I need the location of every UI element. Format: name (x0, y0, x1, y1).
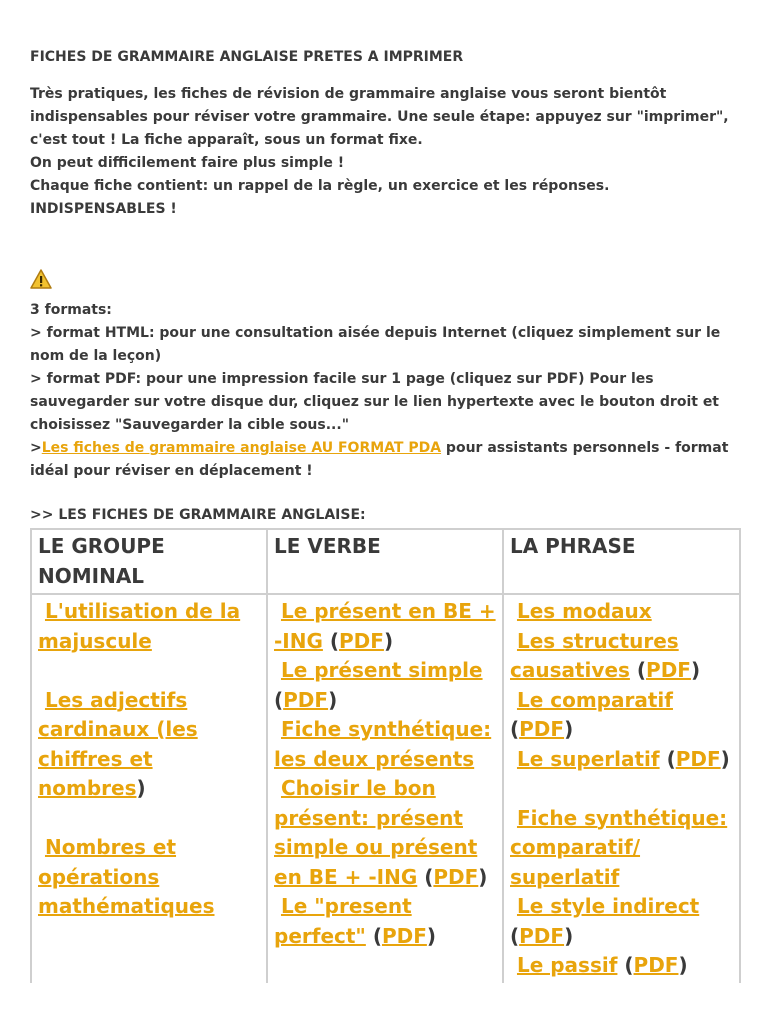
link-present-perfect[interactable]: Le "present perfect" (274, 894, 412, 948)
list-item: Les adjectifs cardinaux (les chiffres et nombres) (38, 687, 198, 800)
list-item: Le "present perfect" (PDF) (274, 894, 437, 948)
list-item (38, 597, 260, 656)
pda-link[interactable]: Les fiches de grammaire anglaise AU FORMAT PDA (41, 440, 442, 456)
link-superlatif[interactable]: Le superlatif (516, 746, 660, 771)
intro-line: INDISPENSABLES ! (30, 201, 177, 217)
header-groupe-nominal: LE GROUPE NOMINAL (31, 529, 267, 594)
intro-line: On peut difficilement faire plus simple ! (30, 155, 345, 171)
formats-heading: 3 formats: (30, 302, 112, 318)
list-item (510, 597, 733, 627)
intro-block (30, 83, 742, 221)
formats-block (30, 299, 742, 483)
link-modaux[interactable]: Les modaux (516, 599, 652, 623)
link-deux-presents[interactable]: Fiche synthétique: les deux présents (274, 717, 492, 771)
link-present-be-ing[interactable]: Le présent en BE + -ING (274, 599, 496, 653)
list-item: Le présent en BE + -ING (PDF) (274, 599, 496, 653)
column-verbe (267, 594, 503, 983)
intro-line: Chaque fiche contient: un rappel de la règle, un exercice et les réponses. (30, 178, 610, 194)
column-phrase (503, 594, 740, 983)
page-title: FICHES DE GRAMMAIRE ANGLAISE PRETES A IMPRIMER (30, 49, 464, 65)
table-body-row (31, 594, 740, 983)
list-item (38, 833, 260, 922)
page-content (30, 46, 742, 983)
link-structures-causatives[interactable]: Les structures causatives (510, 628, 679, 682)
header-phrase: LA PHRASE (503, 529, 740, 594)
list-item: Choisir le bon présent: présent simple ou présent en BE + -ING (PDF) (274, 776, 488, 889)
list-item: Le comparatif (PDF) (510, 687, 673, 741)
warning-icon (30, 269, 742, 295)
link-comparatif-superlatif[interactable]: Fiche synthétique: comparatif/ superlatif (510, 805, 728, 889)
pdf-link[interactable]: PDF (675, 746, 721, 771)
format-pda-line (30, 437, 742, 483)
header-verbe: LE VERBE (267, 529, 503, 594)
link-adjectifs-cardinaux[interactable]: Les adjectifs cardinaux (les chiffres et nombres (38, 687, 198, 800)
link-choisir-present[interactable]: Choisir le bon présent: présent simple ou présent en BE + -ING (274, 776, 478, 889)
format-html-line: > format HTML: pour une consultation aisée depuis Internet (cliquez simplement sur le nom de la leçon) (30, 325, 721, 364)
pdf-link[interactable]: PDF (283, 687, 329, 712)
link-majuscule[interactable]: L'utilisation de la majuscule (38, 599, 241, 653)
list-item (274, 715, 496, 774)
pdf-link[interactable]: PDF (381, 923, 427, 948)
link-passif[interactable]: Le passif (516, 953, 618, 977)
link-nombres-operations[interactable]: Nombres et opérations mathématiques (38, 835, 215, 918)
grammar-table (30, 528, 741, 983)
pdf-link[interactable]: PDF (519, 717, 565, 741)
list-item (510, 804, 733, 893)
pdf-link[interactable]: PDF (646, 658, 691, 682)
pdf-link[interactable]: PDF (433, 864, 479, 889)
list-item: Le superlatif (PDF) (516, 746, 730, 771)
list-item: Les structures causatives (PDF) (510, 628, 701, 682)
list-item: Le style indirect (PDF) (510, 894, 700, 948)
pdf-link[interactable]: PDF (519, 923, 565, 948)
pda-suffix: pour assistants personnels - format idéal pour réviser en déplacement ! (30, 440, 729, 479)
link-present-simple[interactable]: Le présent simple (280, 658, 483, 682)
pda-prefix: > (30, 440, 42, 456)
section-heading: >> LES FICHES DE GRAMMAIRE ANGLAISE: (30, 507, 366, 523)
format-pdf-line: > format PDF: pour une impression facile sur 1 page (cliquez sur PDF) Pour les sauvegarder sur votre disque dur, cliquez sur le lien hypertexte avec le bouton droit et choisissez "Sauvegarder la cible sous..." (30, 371, 720, 433)
link-style-indirect[interactable]: Le style indirect (516, 894, 700, 918)
column-groupe-nominal (31, 594, 267, 983)
intro-paragraph: Très pratiques, les fiches de révision de grammaire anglaise vous seront bientôt indispensables pour réviser votre grammaire. Une seule étape: appuyez sur "imprimer", c'est tout ! La fiche apparaît, sous un format fixe. (30, 86, 729, 148)
link-comparatif[interactable]: Le comparatif (516, 687, 673, 712)
pdf-link[interactable]: PDF (633, 953, 679, 977)
pdf-link[interactable]: PDF (339, 628, 384, 653)
list-item: Le présent simple (PDF) (274, 658, 483, 712)
list-item: Le passif (PDF) (516, 953, 688, 977)
table-header-row (31, 529, 740, 594)
